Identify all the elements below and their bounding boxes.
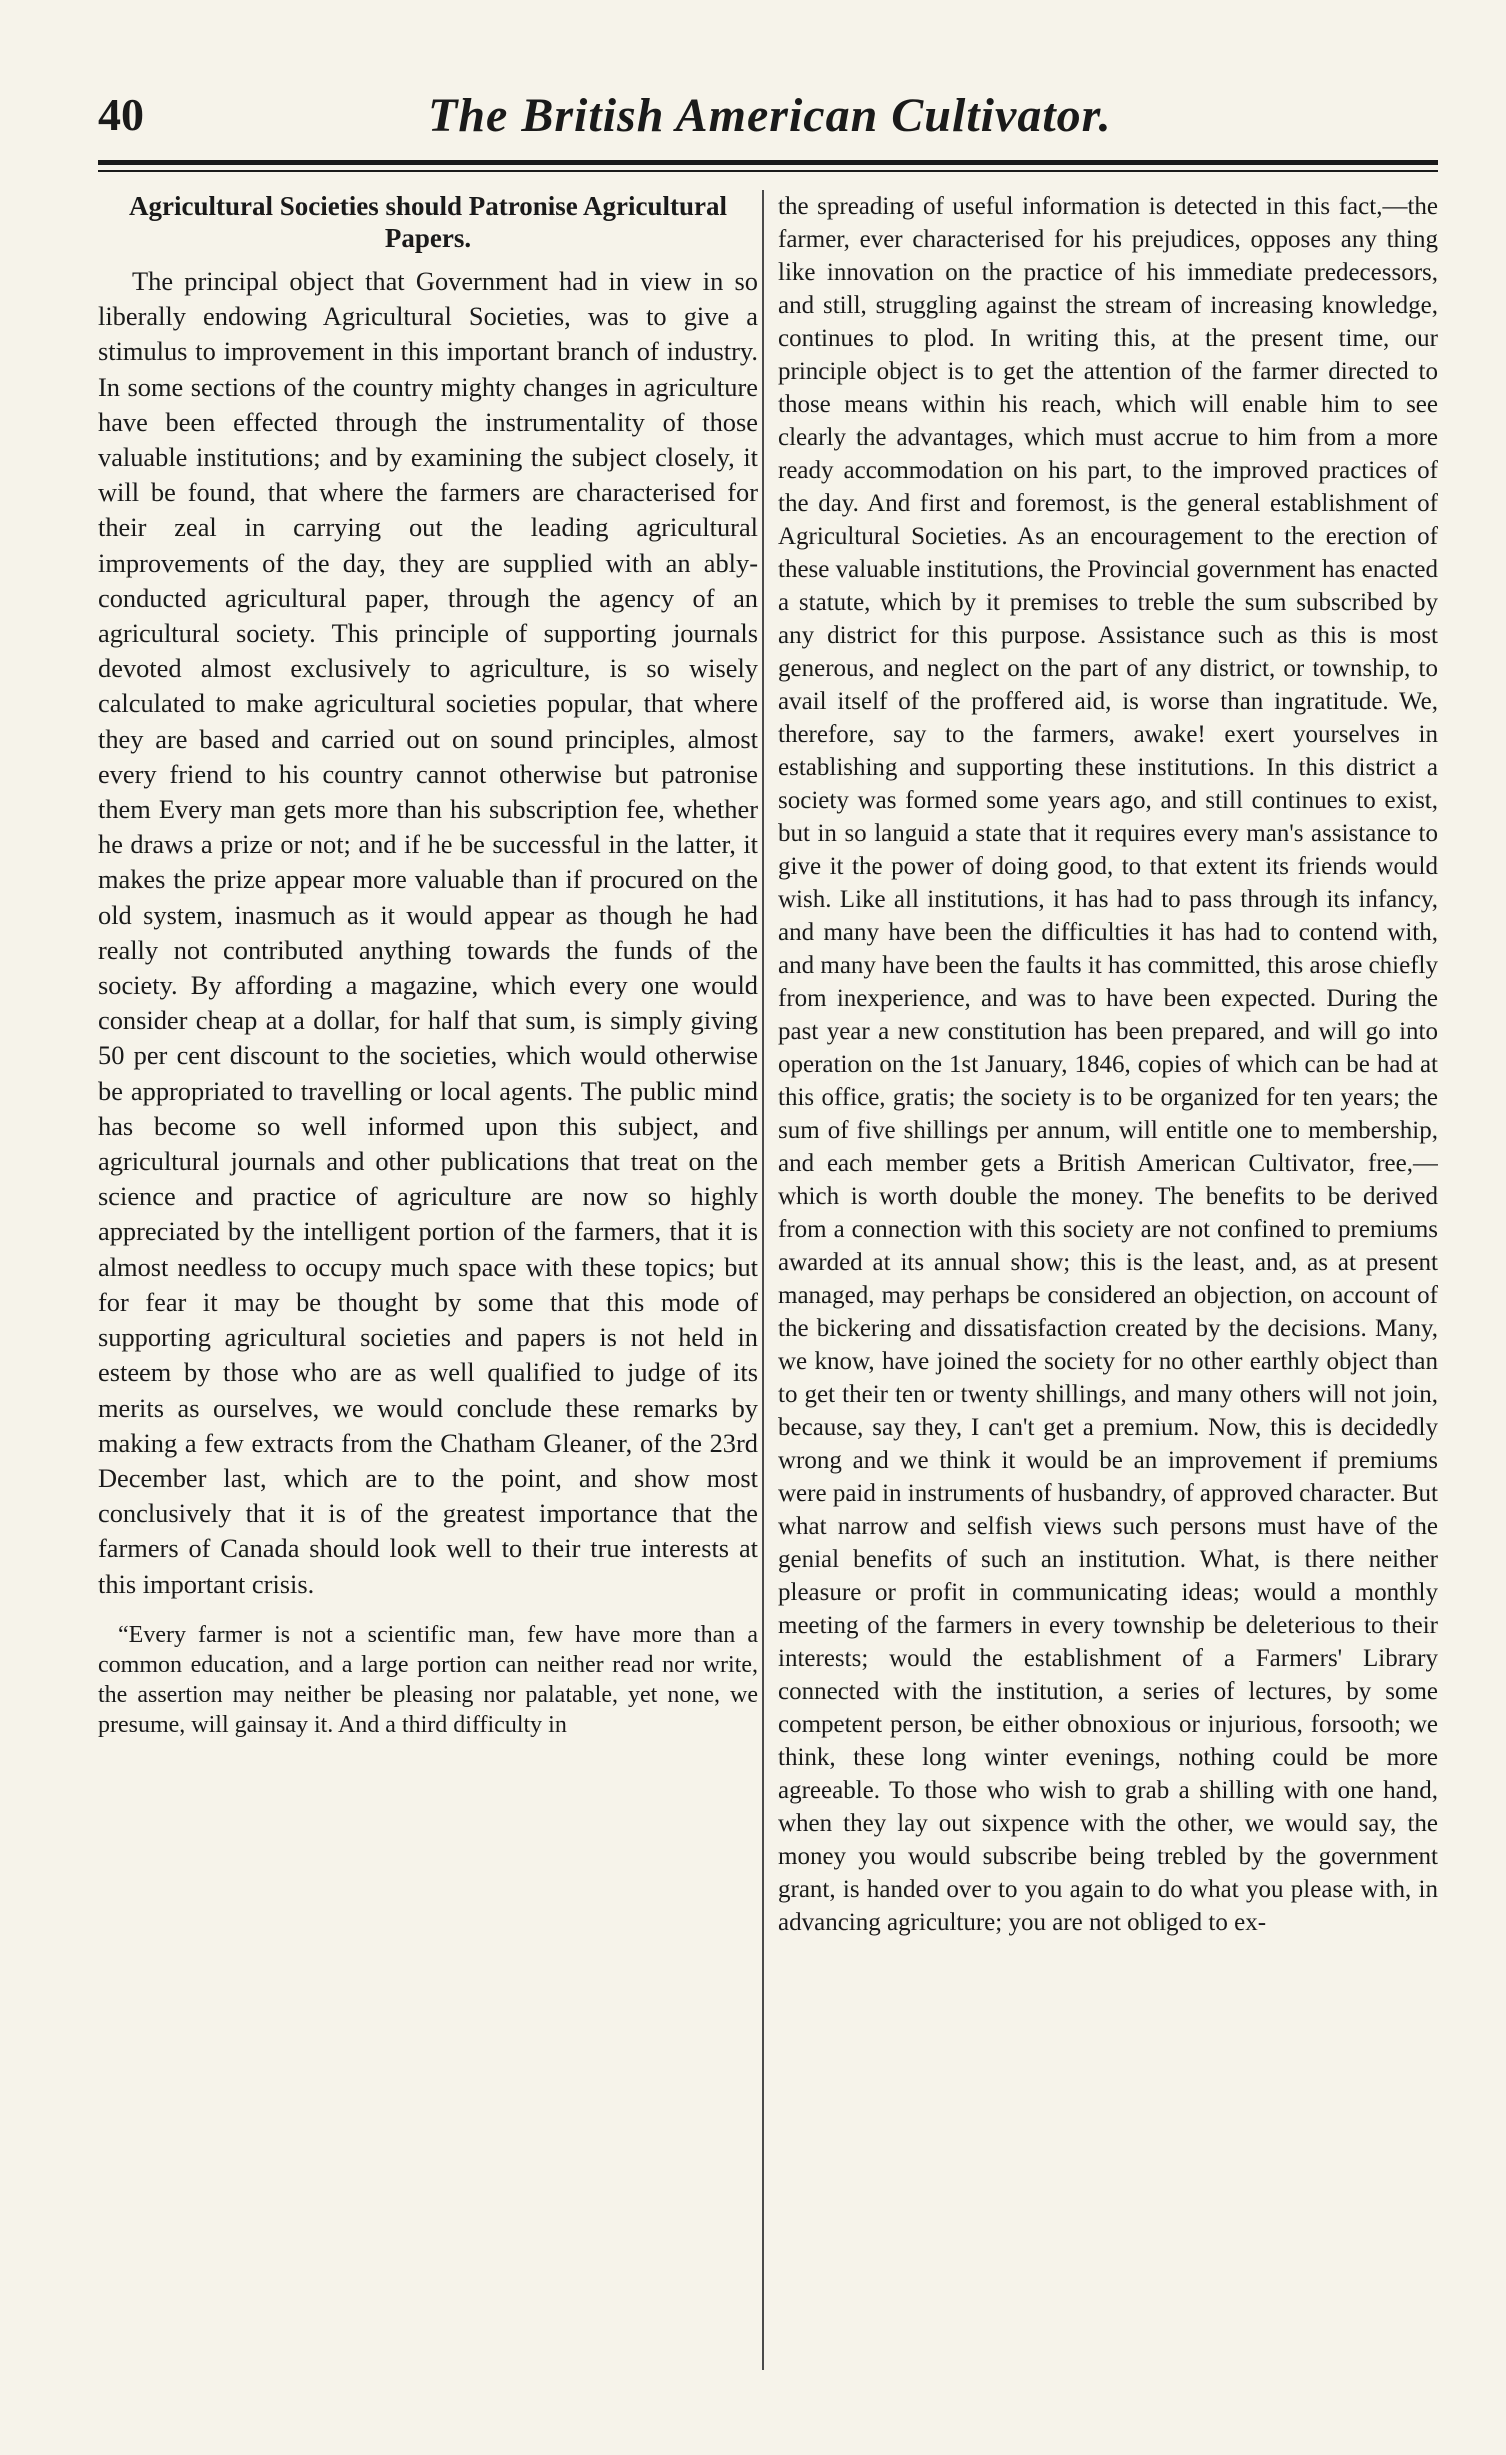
article-continuation: the spreading of useful information is detected in this fact,—the farmer, ever characterised for his prejudices, opposes any thing like innovation on the practice of his immediate predecessors, and still, struggling against the stream of increasing knowledge, continues to plod. In writing this, at the present time, our principle object is to get the attention of the farmer directed to those means within his reach, which will enable him to see clearly the advantages, which must accrue to him from a more ready accommodation on his part, to the improved practices of the day. And first and foremost, is the general establishment of Agricultural Societies. As an encouragement to the erection of these valuable institutions, the Provincial government has enacted a statute, which by it premises to treble the sum subscribed by any district for this purpose. Assistance such as this is most generous, and neglect on the part of any district, or township, to avail itself of the proffered aid, is worse than ingratitude. We, therefore, say to the farmers, awake! exert yourselves in establishing and supporting these institutions. In this district a society was formed some years ago, and still continues to exist, but in so languid a state that it requires every man's assistance to give it the power of doing good, to that extent its friends would wish. Like all institutions, it has had to pass through its infancy, and many have been the difficulties it has had to contend with, and many have been the faults it has committed, this arose chiefly from inexperience, and was to have been expected. During the past year a new constitution has been prepared, and will go into operation on the 1st January, 1846, copies of which can be had at this office, gratis; the society is to be organized for ten years; the sum of five shillings per annum, will entitle one to membership, and each member gets a British American Cultivator, free,—which is worth double the money. The benefits to be derived from a connection with this society are not confined to premiums awarded at its annual show; this is the least, and, as at present managed, may perhaps be considered an objection, on account of the bickering and dissatisfaction created by the decisions. Many, we know, have joined the society for no other earthly object than to get their ten or twenty shillings, and many others will not join, because, say they, I can't get a premium. Now, this is decidedly wrong and we think it would be an improvement if premiums were paid in instruments of husbandry, of approved character. But what narrow and selfish views such persons must have of the genial benefits of such an institution. What, is there neither pleasure or profit in communicating ideas; would a monthly meeting of the farmers in every township be deleterious to their interests; would the establishment of a Farmers' Library connected with the institution, a series of lectures, by some competent person, be either obnoxious or injurious, forsooth; we think, these long winter evenings, nothing could be more agreeable. To those who wish to grab a shilling with one hand, when they lay out sixpence with the other, we would say, the money you would subscribe being trebled by the government grant, is handed over to you again to do what you please with, in advancing agriculture; you are not obliged to ex- xyxy=(778,193,1438,1936)
column-divider xyxy=(762,190,764,2370)
article-heading: Agricultural Societies should Patronise Agricultural Papers. xyxy=(129,191,727,253)
left-column xyxy=(98,190,758,2400)
page-header xyxy=(98,88,1438,158)
header-rule-thin xyxy=(98,170,1438,172)
page-number: 40 xyxy=(98,89,144,140)
right-column xyxy=(778,190,1438,2400)
quoted-extract: “Every farmer is not a scientific man, few have more than a common education, and a large portion can neither read nor write, the assertion may neither be pleasing nor palatable, yet none, we presume, will gainsay it. And a third difficulty in xyxy=(98,1621,758,1738)
running-title: The British American Cultivator. xyxy=(428,89,1112,142)
header-rule-thick xyxy=(98,160,1438,165)
article-paragraph: The principal object that Government had in view in so liberally endowing Agricultural Societies, was to give a stimulus to improvement in this important branch of industry. In some sections of the country mighty changes in agriculture have been effected through the instrumentality of those valuable institutions; and by examining the subject closely, it will be found, that where the farmers are characterised for their zeal in carrying out the leading agricultural improvements of the day, they are supplied with an ably-conducted agricultural paper, through the agency of an agricultural society. This principle of supporting journals devoted almost exclusively to agriculture, is so wisely calculated to make agricultural societies popular, that where they are based and carried out on sound principles, almost every friend to his country cannot otherwise but patronise them Every man gets more than his subscription fee, whether he draws a prize or not; and if he be successful in the latter, it makes the prize appear more valuable than if procured on the old system, inasmuch as it would appear as though he had really not contributed anything towards the funds of the society. By affording a magazine, which every one would consider cheap at a dollar, for half that sum, is simply giving 50 per cent discount to the societies, which would otherwise be appropriated to travelling or local agents. The public mind has become so well informed upon this subject, and agricultural journals and other publications that treat on the science and practice of agriculture are now so highly appreciated by the intelligent portion of the farmers, that it is almost needless to occupy much space with these topics; but for fear it may be thought by some that this mode of supporting agricultural societies and papers is not held in esteem by those who are as well qualified to judge of its merits as ourselves, we would conclude these remarks by making a few extracts from the Chatham Gleaner, of the 23rd December last, which are to the point, and show most conclusively that it is of the greatest importance that the farmers of Canada should look well to their true interests at this important crisis. xyxy=(98,266,758,1599)
